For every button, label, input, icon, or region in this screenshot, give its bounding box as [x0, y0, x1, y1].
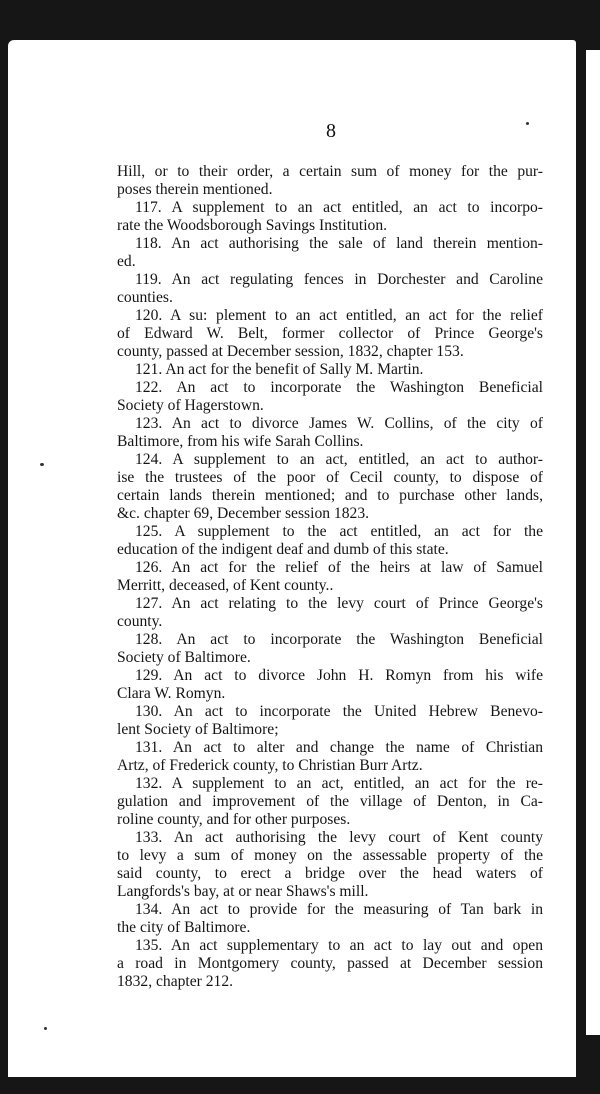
act-entry — [117, 163, 543, 199]
text-line: 127. An act relating to the levy court of Prince George's — [135, 595, 543, 612]
text-line: 131. An act to alter and change the name of Christian — [135, 739, 543, 756]
text-line: of Edward W. Belt, former collector of Prince George's — [117, 325, 543, 342]
text-line: a road in Montgomery county, passed at December session — [117, 955, 543, 972]
act-entry — [117, 703, 543, 739]
act-entry — [117, 271, 543, 307]
scan-speck — [44, 1027, 47, 1030]
text-line: roline county, and for other purposes. — [117, 811, 351, 828]
text-line: Merritt, deceased, of Kent county.. — [117, 577, 334, 594]
act-entry — [117, 451, 543, 523]
text-line: 121. An act for the benefit of Sally M. Martin. — [135, 361, 424, 378]
act-entry — [117, 199, 543, 235]
text-line: gulation and improvement of the village of Denton, in Ca- — [117, 793, 543, 810]
text-line: Hill, or to their order, a certain sum of money for the pur- — [117, 163, 543, 180]
text-line: poses therein mentioned. — [117, 181, 273, 198]
text-line: 133. An act authorising the levy court of Kent county — [135, 829, 543, 846]
text-line: lent Society of Baltimore; — [117, 721, 279, 738]
act-entry — [117, 415, 543, 451]
act-entry — [117, 559, 543, 595]
scan-speck — [526, 122, 529, 125]
act-entry — [117, 739, 543, 775]
text-line: rate the Woodsborough Savings Institution. — [117, 217, 388, 234]
text-line: 117. A supplement to an act entitled, an act to incorpo- — [135, 199, 543, 216]
text-line: said county, to erect a bridge over the head waters of — [117, 865, 543, 882]
text-line: Baltimore, from his wife Sarah Collins. — [117, 433, 364, 450]
text-line: education of the indigent deaf and dumb of this state. — [117, 541, 449, 558]
text-line: 135. An act supplementary to an act to lay out and open — [135, 937, 543, 954]
text-line: 129. An act to divorce John H. Romyn from his wife — [135, 667, 543, 684]
text-line: 130. An act to incorporate the United Hebrew Benevo- — [135, 703, 543, 720]
act-entry — [117, 307, 543, 361]
text-line: ise the trustees of the poor of Cecil county, to dispose of — [117, 469, 543, 486]
text-line: certain lands therein mentioned; and to purchase other lands, — [117, 487, 543, 504]
text-line: 132. A supplement to an act, entitled, an act for the re- — [135, 775, 543, 792]
scan-speck — [40, 463, 44, 466]
text-line: 119. An act regulating fences in Dorchester and Caroline — [135, 271, 543, 288]
adjacent-page-edge — [586, 50, 600, 1035]
text-line: 120. A su: plement to an act entitled, an act for the relief — [135, 307, 543, 324]
body-text — [117, 163, 543, 991]
text-line: 122. An act to incorporate the Washington Beneficial — [135, 379, 543, 396]
page-number: 8 — [326, 120, 336, 142]
text-line: 124. A supplement to an act, entitled, an act to author- — [135, 451, 543, 468]
text-line: 123. An act to divorce James W. Collins, of the city of — [135, 415, 543, 432]
act-entry — [117, 667, 543, 703]
text-line: Clara W. Romyn. — [117, 685, 226, 702]
text-line: Society of Hagerstown. — [117, 397, 264, 414]
text-line: county, passed at December session, 1832, chapter 153. — [117, 343, 464, 360]
act-entry — [117, 361, 543, 379]
text-line: Langfords's bay, at or near Shaws's mill. — [117, 883, 369, 900]
text-line: county. — [117, 613, 163, 630]
act-entry — [117, 937, 543, 991]
text-line: the city of Baltimore. — [117, 919, 251, 936]
text-line: Artz, of Frederick county, to Christian Burr Artz. — [117, 757, 423, 774]
text-line: counties. — [117, 289, 173, 306]
text-line: 125. A supplement to the act entitled, an act for the — [135, 523, 543, 540]
text-line: 126. An act for the relief of the heirs at law of Samuel — [135, 559, 543, 576]
text-line: 118. An act authorising the sale of land therein mention- — [135, 235, 543, 252]
text-line: &c. chapter 69, December session 1823. — [117, 505, 370, 522]
text-line: 1832, chapter 212. — [117, 973, 234, 990]
act-entry — [117, 379, 543, 415]
act-entry — [117, 523, 543, 559]
act-entry — [117, 595, 543, 631]
text-line: 134. An act to provide for the measuring of Tan bark in — [135, 901, 543, 918]
act-entry — [117, 901, 543, 937]
act-entry — [117, 235, 543, 271]
text-line: Society of Baltimore. — [117, 649, 251, 666]
text-line: ed. — [117, 253, 136, 270]
act-entry — [117, 631, 543, 667]
text-line: 128. An act to incorporate the Washington Beneficial — [135, 631, 543, 648]
act-entry — [117, 829, 543, 901]
text-line: to levy a sum of money on the assessable property of the — [117, 847, 543, 864]
act-entry — [117, 775, 543, 829]
